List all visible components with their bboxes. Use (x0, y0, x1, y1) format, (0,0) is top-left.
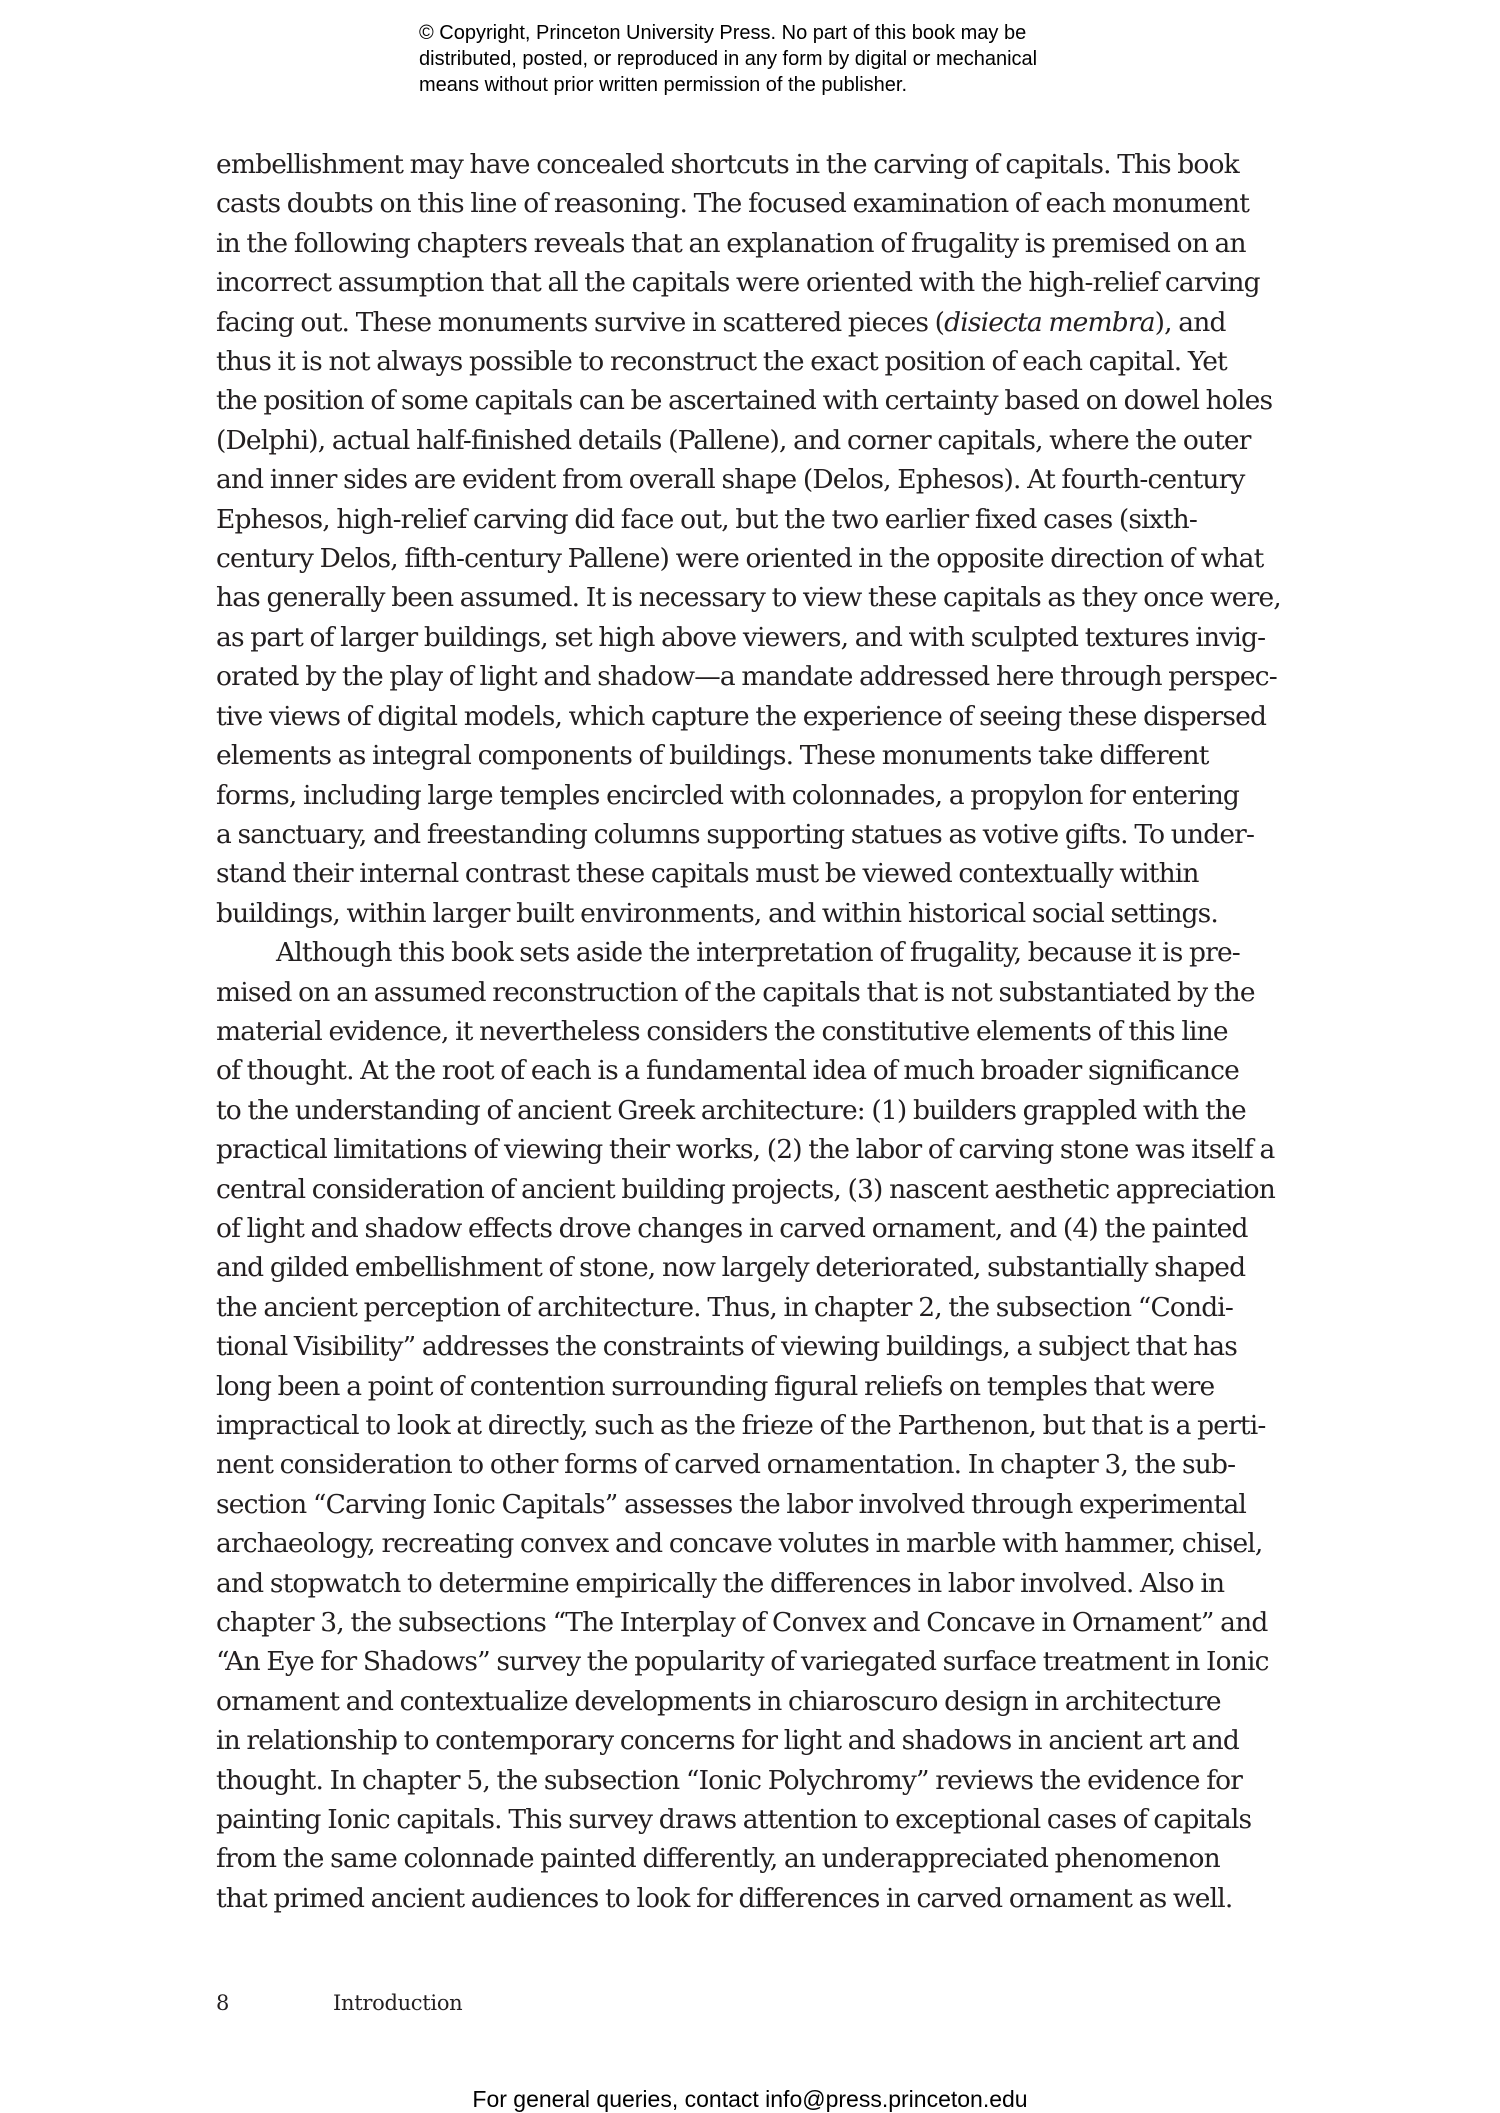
text-line: (Delphi), actual half-finished details (Pallene), and corner capitals, where the outer (216, 424, 1251, 456)
text-line: in relationship to contemporary concerns for light and shadows in ancient art and (216, 1725, 1239, 1757)
text-line: embellishment may have concealed shortcuts in the carving of capitals. This book (216, 149, 1239, 180)
copyright-notice (419, 20, 1139, 98)
text-line: thus it is not always possible to reconstruct the exact position of each capital. Yet (216, 346, 1227, 378)
paragraph-2 (216, 933, 1306, 1918)
text-segment: facing out. These monuments survive in scattered pieces ( (216, 306, 945, 338)
text-line: tional Visibility” addresses the constraints of viewing buildings, a subject that has (216, 1331, 1237, 1363)
text-line (216, 303, 1306, 342)
text-line: from the same colonnade painted differently, an underappreciated phenomenon (216, 1843, 1220, 1875)
text-line: Although this book sets aside the interpretation of frugality, because it is pre- (276, 937, 1240, 969)
text-line: chapter 3, the subsections “The Interplay of Convex and Concave in Ornament” and (216, 1607, 1268, 1639)
text-line: central consideration of ancient building projects, (3) nascent aesthetic appreciation (216, 1173, 1275, 1205)
body-text (216, 145, 1306, 1918)
text-line: the position of some capitals can be ascertained with certainty based on dowel holes (216, 385, 1273, 417)
text-line: elements as integral components of buildings. These monuments take different (216, 740, 1209, 772)
text-line: forms, including large temples encircled with colonnades, a propylon for entering (216, 779, 1240, 811)
text-line: thought. In chapter 5, the subsection “Ionic Polychromy” reviews the evidence for (216, 1764, 1243, 1796)
text-line: to the understanding of ancient Greek architecture: (1) builders grappled with the (216, 1094, 1246, 1126)
copyright-line: © Copyright, Princeton University Press. No part of this book may be (419, 22, 1027, 44)
page-number: 8 (216, 1991, 230, 2015)
text-line: orated by the play of light and shadow—a mandate addressed here through perspec- (216, 661, 1277, 693)
text-line: impractical to look at directly, such as the frieze of the Parthenon, but that is a perti- (216, 1410, 1266, 1441)
text-line: ornament and contextualize developments in chiaroscuro design in architecture (216, 1685, 1221, 1717)
copyright-line: distributed, posted, or reproduced in any form by digital or mechanical (419, 48, 1038, 70)
text-line: century Delos, fifth-century Pallene) were oriented in the opposite direction of what (216, 543, 1264, 575)
text-line: that primed ancient audiences to look for differences in carved ornament as well. (216, 1882, 1233, 1914)
running-title: Introduction (333, 1991, 463, 2015)
text-line: painting Ionic capitals. This survey draws attention to exceptional cases of capitals (216, 1804, 1252, 1836)
text-line: archaeology, recreating convex and concave volutes in marble with hammer, chisel, (216, 1528, 1263, 1560)
text-line: of light and shadow effects drove changes in carved ornament, and (4) the painted (216, 1212, 1248, 1244)
contact-footer: For general queries, contact info@press.princeton.edu (472, 2086, 1028, 2112)
copyright-line: means without prior written permission of the publisher. (419, 74, 908, 96)
text-line: mised on an assumed reconstruction of the capitals that is not substantiated by the (216, 976, 1255, 1008)
text-line: stand their internal contrast these capitals must be viewed contextually within (216, 858, 1199, 890)
text-line: “An Eye for Shadows” survey the popularity of variegated surface treatment in Ionic (216, 1646, 1269, 1678)
text-line: incorrect assumption that all the capitals were oriented with the high-relief carving (216, 267, 1260, 299)
text-line: and stopwatch to determine empirically the differences in labor involved. Also in (216, 1567, 1225, 1599)
text-segment: ), and (1154, 306, 1226, 338)
text-line: has generally been assumed. It is necessary to view these capitals as they once were, (216, 582, 1281, 614)
text-line: a sanctuary, and freestanding columns supporting statues as votive gifts. To under- (216, 818, 1255, 850)
text-line: the ancient perception of architecture. Thus, in chapter 2, the subsection “Condi- (216, 1291, 1234, 1323)
text-line: of thought. At the root of each is a fundamental idea of much broader significance (216, 1055, 1239, 1087)
text-line: in the following chapters reveals that an explanation of frugality is premised on an (216, 227, 1246, 259)
text-line: tive views of digital models, which capture the experience of seeing these dispersed (216, 700, 1267, 732)
text-line: long been a point of contention surrounding figural reliefs on temples that were (216, 1370, 1215, 1402)
text-line: and inner sides are evident from overall shape (Delos, Ephesos). At fourth-century (216, 464, 1245, 496)
text-line: as part of larger buildings, set high above viewers, and with sculpted textures invig- (216, 621, 1266, 653)
text-line: buildings, within larger built environments, and within historical social settings. (216, 897, 1218, 929)
text-line: practical limitations of viewing their works, (2) the labor of carving stone was itself a (216, 1134, 1275, 1166)
text-line: casts doubts on this line of reasoning. The focused examination of each monument (216, 188, 1250, 220)
paragraph-1 (216, 145, 1306, 933)
text-line: section “Carving Ionic Capitals” assesses the labor involved through experimental (216, 1488, 1247, 1520)
text-line: material evidence, it nevertheless considers the constitutive elements of this line (216, 1015, 1228, 1047)
text-line: Ephesos, high-relief carving did face out, but the two earlier fixed cases (sixth- (216, 503, 1197, 535)
text-line: and gilded embellishment of stone, now largely deteriorated, substantially shaped (216, 1252, 1246, 1284)
italic-term: disiecta membra (944, 306, 1155, 338)
text-line: nent consideration to other forms of carved ornamentation. In chapter 3, the sub- (216, 1449, 1236, 1481)
